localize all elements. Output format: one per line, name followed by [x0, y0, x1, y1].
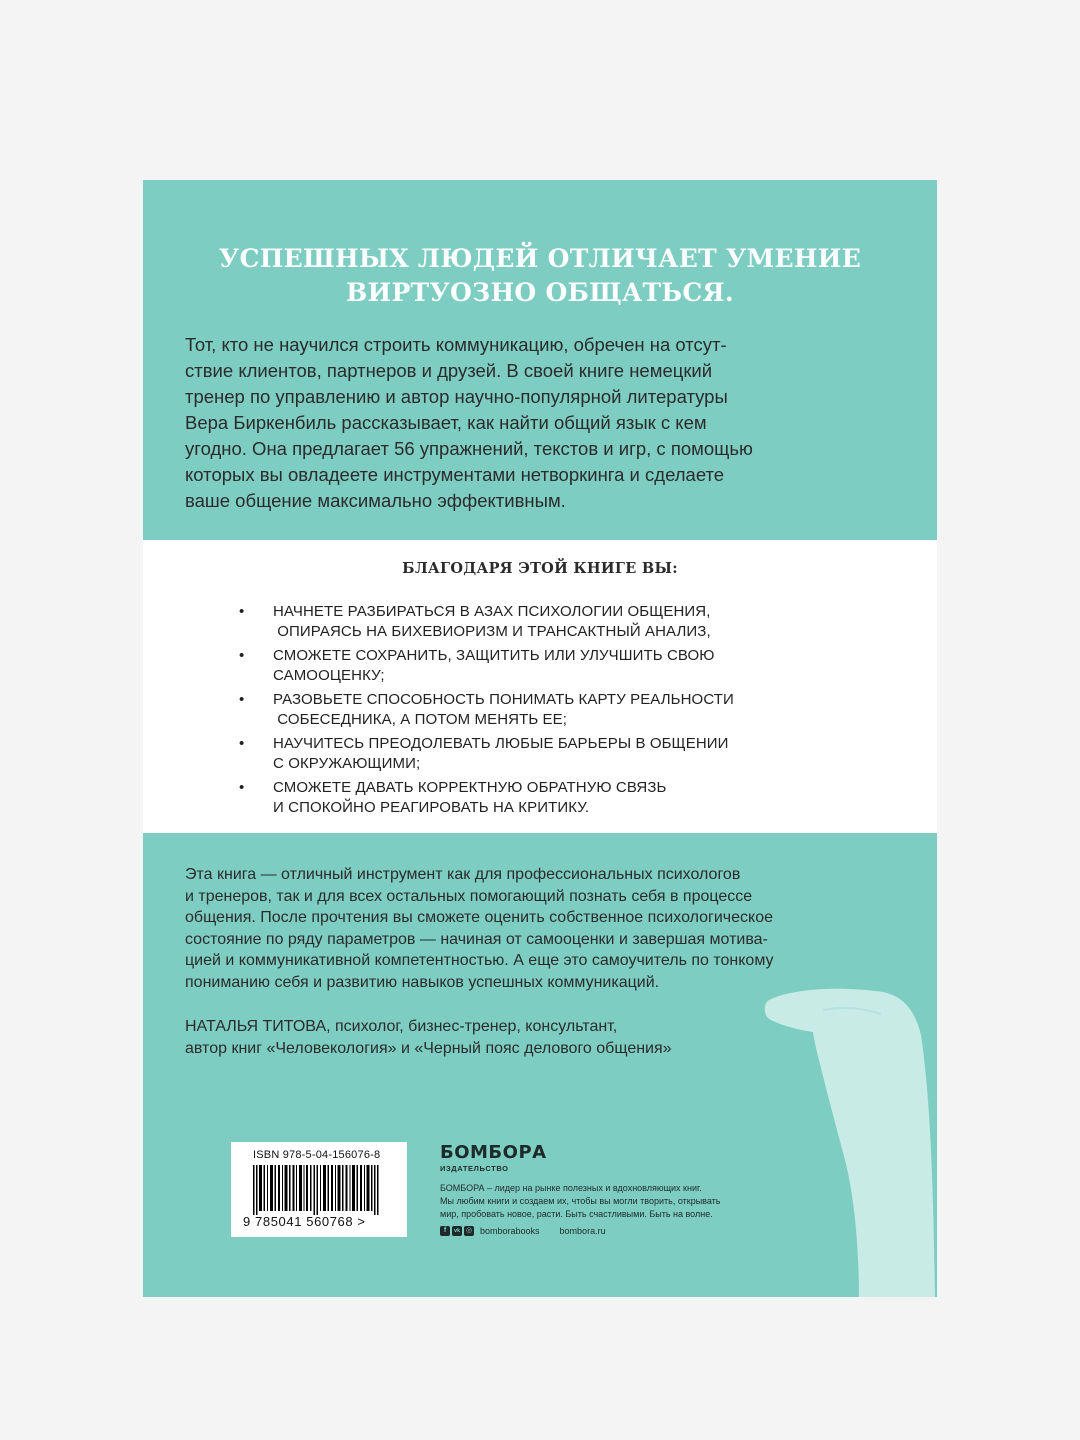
barcode-digits: 9 785041 560768 >: [243, 1214, 366, 1229]
benefit-line: И СПОКОЙНО РЕАГИРОВАТЬ НА КРИТИКУ.: [273, 799, 590, 816]
isbn-label: ISBN 978-5-04-156076-8: [253, 1149, 381, 1161]
review-line: цией и коммуникативной компетентностью. А еще это самоучитель по тонкому: [185, 952, 774, 970]
intro-line: тренер по управлению и автор научно-популярной литературы: [185, 386, 728, 407]
reviewer-name: НАТАЛЬЯ ТИТОВА: [185, 1018, 327, 1035]
benefit-line: ОПИРАЯСЬ НА БИХЕВИОРИЗМ И ТРАНСАКТНЫЙ АНАЛИЗ,: [273, 623, 711, 640]
intro-line: угодно. Она предлагает 56 упражнений, текстов и игр, с помощью: [185, 438, 753, 459]
headline-line: ВИРТУОЗНО ОБЩАТЬСЯ.: [346, 278, 734, 307]
publisher-block: [440, 1144, 770, 1236]
reviewer-books: автор книг «Человекология» и «Черный пояс делового общения»: [185, 1039, 672, 1057]
bullet-icon: •: [239, 647, 245, 664]
bullet-icon: •: [239, 735, 245, 752]
benefit-item: [239, 690, 893, 730]
intro-line: Вера Биркенбиль рассказывает, как найти общий язык с кем: [185, 412, 707, 433]
benefit-item: [239, 646, 893, 686]
review-line: состояние по ряду параметров — начиная от самооценки и завершая мотива-: [185, 930, 768, 948]
intro-line: ствие клиентов, партнеров и друзей. В своей книге немецкий: [185, 360, 713, 381]
benefit-line: СОБЕСЕДНИКА, А ПОТОМ МЕНЯТЬ ЕЕ;: [273, 711, 568, 728]
intro-line: которых вы овладеете инструментами нетворкинга и сделаете: [185, 464, 725, 485]
publisher-site: bombora.ru: [559, 1226, 606, 1236]
facebook-icon: f: [440, 1226, 450, 1236]
bullet-icon: •: [239, 691, 245, 708]
review-line: Эта книга — отличный инструмент как для профессиональных психологов: [185, 866, 741, 883]
benefit-line: НАУЧИТЕСЬ ПРЕОДОЛЕВАТЬ ЛЮБЫЕ БАРЬЕРЫ В ОБЩЕНИИ: [273, 735, 729, 752]
intro-line: ваше общение максимально эффективным.: [185, 490, 566, 511]
review-quote: [185, 864, 905, 994]
benefit-line: РАЗОВЬЕТЕ СПОСОБНОСТЬ ПОНИМАТЬ КАРТУ РЕАЛЬНОСТИ: [273, 691, 734, 708]
publisher-social: [440, 1226, 770, 1236]
publisher-subtitle: ИЗДАТЕЛЬСТВО: [440, 1164, 509, 1173]
book-back-cover: [143, 180, 937, 1297]
benefit-line: САМООЦЕНКУ;: [273, 667, 385, 684]
benefit-item: [239, 734, 893, 774]
publisher-desc-line: Мы любим книги и создаем их, чтобы вы могли творить, открывать: [440, 1196, 721, 1206]
review-line: пониманию себя и развитию навыков успешных коммуникаций.: [185, 973, 660, 991]
publisher-handle: bomborabooks: [480, 1226, 540, 1236]
headline: [143, 242, 937, 310]
publisher-desc-line: мир, пробовать новое, расти. Быть счастливыми. Быть на волне.: [440, 1209, 713, 1219]
benefit-item: [239, 602, 893, 642]
benefits-panel: [143, 540, 937, 833]
benefits-title: БЛАГОДАРЯ ЭТОЙ КНИГЕ ВЫ:: [402, 560, 678, 577]
review-line: и тренеров, так и для всех остальных помогающий познать себя в процессе: [185, 887, 753, 905]
barcode-icon: [253, 1165, 387, 1215]
intro-paragraph: [185, 332, 875, 514]
bullet-icon: •: [239, 603, 245, 620]
intro-line: Тот, кто не научился строить коммуникацию, обречен на отсут-: [185, 334, 727, 355]
benefit-line: СМОЖЕТЕ ДАВАТЬ КОРРЕКТНУЮ ОБРАТНУЮ СВЯЗЬ: [273, 779, 667, 796]
publisher-desc-line: БОМБОРА – лидер на рынке полезных и вдохновляющих книг.: [440, 1183, 702, 1193]
reviewer-role: , психолог, бизнес-тренер, консультант,: [326, 1018, 618, 1035]
headline-line: УСПЕШНЫХ ЛЮДЕЙ ОТЛИЧАЕТ УМЕНИЕ: [218, 244, 862, 273]
hand-illustration: [763, 980, 937, 1297]
publisher-description: [440, 1182, 770, 1221]
benefit-item: [239, 778, 893, 818]
instagram-icon: ◎: [465, 1227, 473, 1234]
benefit-line: СМОЖЕТЕ СОХРАНИТЬ, ЗАЩИТИТЬ ИЛИ УЛУЧШИТЬ СВОЮ: [273, 647, 715, 664]
review-line: общения. После прочтения вы сможете оценить собственное психологическое: [185, 909, 774, 927]
publisher-logo: БОМБОРА: [440, 1142, 547, 1163]
barcode-box: [231, 1142, 407, 1237]
bullet-icon: •: [239, 779, 245, 796]
benefit-line: С ОКРУЖАЮЩИМИ;: [273, 755, 421, 772]
vk-icon: vk: [453, 1228, 461, 1234]
benefit-line: НАЧНЕТЕ РАЗБИРАТЬСЯ В АЗАХ ПСИХОЛОГИИ ОБЩЕНИЯ,: [273, 603, 711, 620]
